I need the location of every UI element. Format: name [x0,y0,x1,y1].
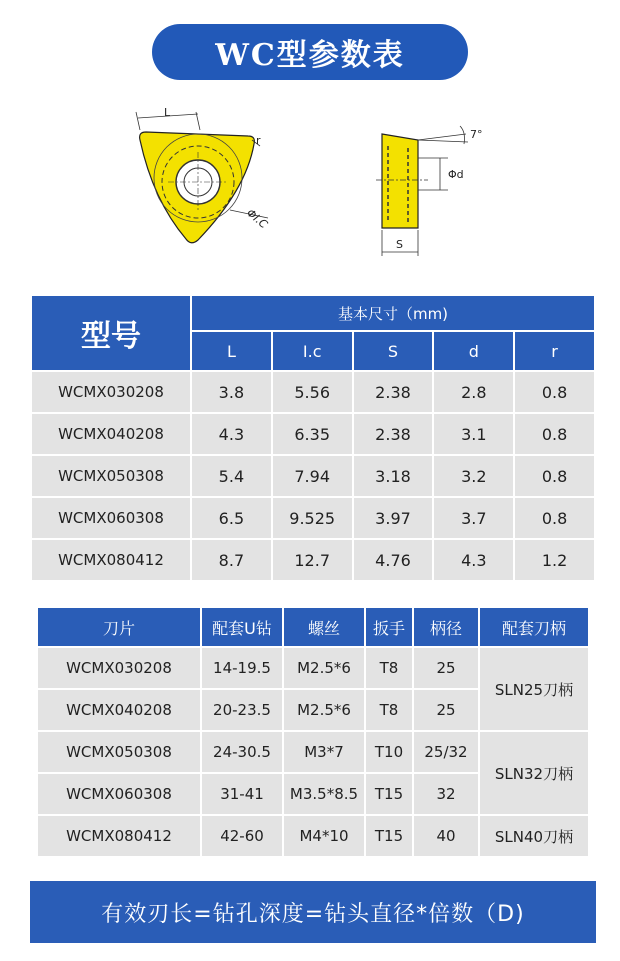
insert-front-view-diagram [128,100,288,270]
insert-cell: WCMX050308 [38,732,200,772]
column-header: 配套刀柄 [480,608,588,646]
table-cell: 42-60 [202,816,282,856]
column-header: I.c [273,332,352,370]
table-cell: 6.35 [273,414,352,454]
table-cell: 2.38 [354,414,433,454]
table-cell: 3.18 [354,456,433,496]
table-cell: 6.5 [192,498,271,538]
table-cell: T15 [366,774,412,814]
page-title: WC型参数表 [152,24,468,80]
table-cell: T10 [366,732,412,772]
table-row [38,648,588,688]
table-row [32,498,594,538]
table-cell: 4.3 [192,414,271,454]
column-header: S [354,332,433,370]
column-header: 柄径 [414,608,478,646]
column-header: d [434,332,513,370]
insert-side-view-diagram [368,118,498,263]
table-cell: 0.8 [515,414,594,454]
insert-cell: WCMX030208 [38,648,200,688]
dim-label-l: L [164,106,171,119]
model-cell: WCMX080412 [32,540,190,580]
table-cell: 24-30.5 [202,732,282,772]
table-row [32,456,594,496]
table-cell: 31-41 [202,774,282,814]
column-header: 刀片 [38,608,200,646]
model-cell: WCMX060308 [32,498,190,538]
table-cell: 3.97 [354,498,433,538]
table-cell: 25 [414,690,478,730]
holder-cell: SLN32刀柄 [480,732,588,814]
column-header: 螺丝 [284,608,364,646]
table-cell: 40 [414,816,478,856]
table-cell: M3*7 [284,732,364,772]
dim-label-r: r [256,134,261,147]
table-cell: 0.8 [515,372,594,412]
basic-size-header: 基本尺寸（mm) [192,296,594,330]
table-cell: 3.1 [434,414,513,454]
model-cell: WCMX050308 [32,456,190,496]
table-cell: 25 [414,648,478,688]
table-cell: 0.8 [515,498,594,538]
model-cell: WCMX040208 [32,414,190,454]
table-row [32,540,594,580]
table-cell: M2.5*6 [284,690,364,730]
footer-banner: 有效刃长=钻孔深度=钻头直径*倍数（D) [30,881,596,943]
holder-cell: SLN40刀柄 [480,816,588,856]
table-cell: 0.8 [515,456,594,496]
table-cell: M2.5*6 [284,648,364,688]
table-cell: 3.8 [192,372,271,412]
table-cell: 14-19.5 [202,648,282,688]
dim-label-d: Φd [448,168,464,181]
table-cell: 5.4 [192,456,271,496]
dimensions-table [30,294,596,582]
table-cell: 20-23.5 [202,690,282,730]
table-cell: 9.525 [273,498,352,538]
table-row [38,816,588,856]
table-row [32,372,594,412]
model-header: 型号 [32,296,190,370]
insert-cell: WCMX040208 [38,690,200,730]
model-cell: WCMX030208 [32,372,190,412]
table-cell: 12.7 [273,540,352,580]
table-cell: 25/32 [414,732,478,772]
insert-cell: WCMX060308 [38,774,200,814]
table-cell: T8 [366,690,412,730]
column-header: 配套U钻 [202,608,282,646]
holder-cell: SLN25刀柄 [480,648,588,730]
table-cell: T8 [366,648,412,688]
table-cell: 4.3 [434,540,513,580]
table-cell: 8.7 [192,540,271,580]
table-row [32,414,594,454]
column-header: L [192,332,271,370]
table-cell: M4*10 [284,816,364,856]
table-header-row [32,296,594,330]
accessories-table [36,606,590,858]
table-cell: 2.8 [434,372,513,412]
table-header-row [38,608,588,646]
table-cell: T15 [366,816,412,856]
column-header: r [515,332,594,370]
table-cell: 5.56 [273,372,352,412]
dim-label-s: S [396,238,403,251]
insert-cell: WCMX080412 [38,816,200,856]
table-cell: 3.2 [434,456,513,496]
table-cell: 3.7 [434,498,513,538]
table-row [38,732,588,772]
column-header: 扳手 [366,608,412,646]
dim-label-ic: ΦI.C [244,206,271,232]
table-cell: 7.94 [273,456,352,496]
dim-label-angle: 7° [470,128,483,141]
table-cell: 4.76 [354,540,433,580]
table-cell: 2.38 [354,372,433,412]
table-cell: 1.2 [515,540,594,580]
table-cell: M3.5*8.5 [284,774,364,814]
table-cell: 32 [414,774,478,814]
